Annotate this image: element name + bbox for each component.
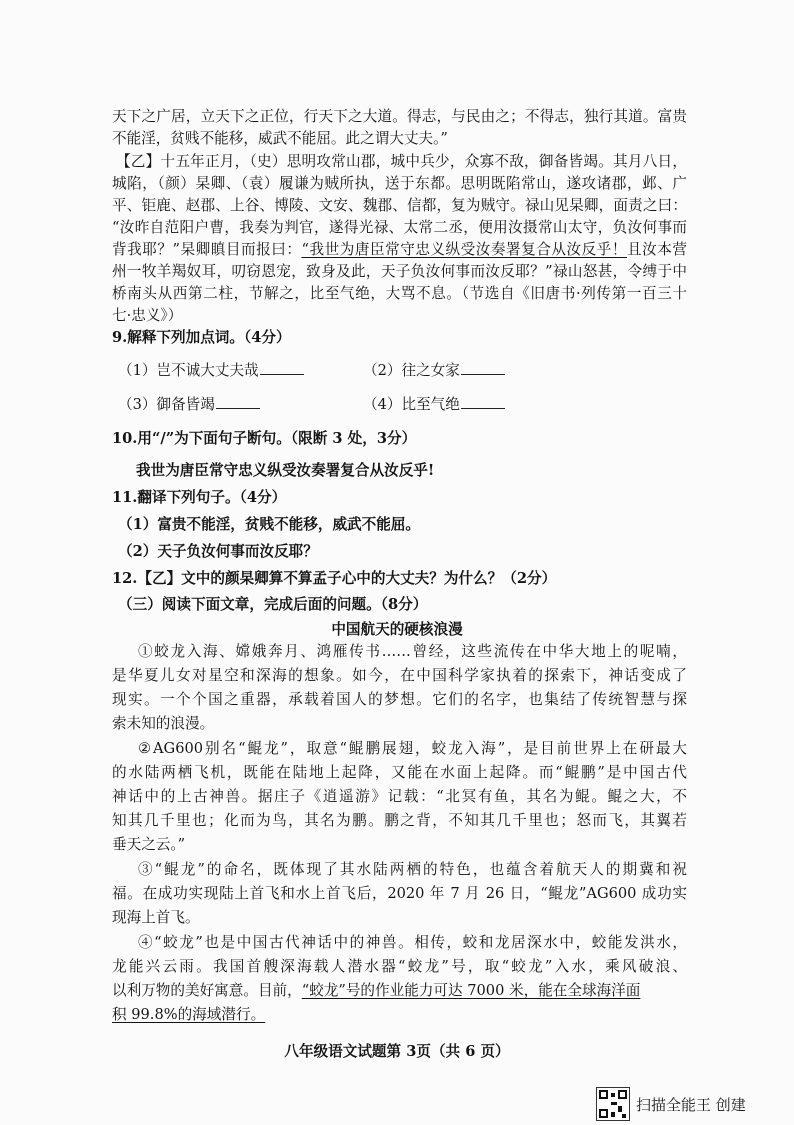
answer-blank[interactable]: [216, 394, 260, 409]
article-line: [112, 1004, 687, 1026]
article-line: [112, 980, 687, 1002]
passage-b-text: 且汝本营: [627, 241, 687, 258]
article-line: 现海上首飞。: [112, 909, 200, 926]
passage-b-line: 城陷，（颜）杲卿、（袁）履谦为贼所执，送于东都。思明既陷常山，遂攻诸郡，邺、广: [112, 175, 687, 192]
passage-b-line: 【乙】十五年正月，（史）思明攻常山郡，城中兵少，众寡不敌，御备皆竭。其月八日，: [116, 153, 687, 170]
article-line: ④“蛟龙”也是中国古代神话中的神兽。相传，蛟和龙居深水中，蛟能发洪水，: [138, 934, 687, 951]
passage-b-line: [112, 239, 687, 261]
passage-b-line: “汝昨自范阳户曹，我奏为判官，遂得光禄、太常二丞，便用汝摄常山太守，负汝何事而: [112, 219, 687, 236]
scanner-watermark: [596, 1087, 746, 1121]
passage-b-line: 桥南头从西第二柱，节解之，比至气绝，大骂不息。（节选自《旧唐书·列传第一百三十: [112, 285, 687, 302]
article-line: ②AG600别名“鲲龙”，取意“鲲鹏展翅，蛟龙入海”，是目前世界上在研最大: [138, 740, 687, 757]
passage-b-line: 州一牧羊羯奴耳，叨窃恩宠，致身及此，天子负汝何事而汝反耶？”禄山怒甚，令缚于中: [112, 263, 687, 280]
question-9-item: （4）比至气绝: [363, 394, 553, 416]
article-line: 龙能兴云雨。我国首艘深海载人潜水器“蛟龙”号，取“蛟龙”入水，乘风破浪、: [112, 958, 687, 975]
watermark-text: 扫描全能王 创建: [636, 1095, 746, 1114]
passage-b-line: 平、钜鹿、赵郡、上谷、博陵、文安、魏郡、信都，复为贼守。禄山见杲卿，面责之曰：: [112, 197, 687, 214]
underlined-sentence: “我世为唐臣常守忠义纵受汝奏署复合从汝反乎！: [301, 241, 628, 258]
question-11-sentence: （2）天子负汝何事而汝反耶？: [118, 543, 318, 560]
question-11-sentence: （1）富贵不能淫，贫贱不能移，威武不能屈。: [118, 516, 421, 533]
answer-blank[interactable]: [461, 360, 505, 375]
passage-b-text: 背我耶？”杲卿瞋目而报曰：: [112, 241, 302, 258]
article-title: 中国航天的硬核浪漫: [331, 621, 463, 638]
question-11-label: 11.翻译下列句子。（4分）: [112, 489, 287, 506]
question-9-label: 9.解释下列加点词。（4分）: [112, 329, 291, 346]
article-line: 垂天之云。”: [112, 836, 186, 853]
question-9-item: （3）御备皆竭: [118, 394, 308, 416]
passage-a-line: 不能淫，贫贱不能移，威武不能屈。此之谓大丈夫。”: [112, 130, 448, 147]
underlined-sentence: 积 99.8%的海域潜行。: [112, 1006, 266, 1023]
article-line: 索未知的浪漫。: [112, 715, 215, 732]
question-9-item: （1）岂不诚大丈夫哉: [118, 360, 308, 382]
answer-blank[interactable]: [461, 394, 505, 409]
article-line: 的水陆两栖飞机，既能在陆地上起降，又能在水面上起降。而“鲲鹏”是中国古代: [112, 764, 687, 781]
article-line: 福。在成功实现陆上首飞和水上首飞后，2020 年 7 月 26 日，“鲲龙”AG600 成功实: [112, 885, 687, 902]
question-10-label: 10.用“/”为下面句子断句。（限断 3 处，3分）: [112, 430, 417, 447]
article-line: ①蛟龙入海、嫦娥奔月、鸿雁传书……曾经，这些流传在中华大地上的呢喃，: [138, 643, 687, 660]
article-line: ③“鲲龙”的命名，既体现了其水陆两栖的特色，也蕴含着航天人的期冀和祝: [138, 861, 687, 878]
passage-a-line: 天下之广居，立天下之正位，行天下之大道。得志，与民由之；不得志，独行其道。富贵: [112, 108, 687, 125]
underlined-sentence: “蛟龙”号的作业能力可达 7000 米，能在全球海洋面: [301, 982, 641, 999]
article-line: 神话中的上古神兽。据庄子《逍遥游》记载：“北冥有鱼，其名为鲲。鲲之大，不: [112, 788, 687, 805]
question-9-item: （2）往之女家: [363, 360, 553, 382]
article-text: 以利万物的美好寓意。目前，: [112, 982, 302, 999]
section-3-heading: （三）阅读下面文章，完成后面的问题。（8分）: [118, 596, 428, 613]
article-line: 知其几千里也；化而为鸟，其名为鹏。鹏之背，不知其几千里也；怒而飞，其翼若: [112, 812, 687, 829]
answer-blank[interactable]: [260, 360, 304, 375]
article-line: 是华夏儿女对星空和深海的想象。如今，在中国科学家执着的探索下，神话变成了: [112, 667, 687, 684]
question-12-label: 12.【乙】文中的颜杲卿算不算孟子心中的大丈夫？为什么？（2分）: [112, 570, 557, 587]
qr-code-icon: [596, 1087, 630, 1121]
page-footer: 八年级语文试题第 3页（共 6 页）: [284, 1043, 510, 1060]
article-line: 现实。一个个国之重器，承载着国人的梦想。它们的名字，也集结了传统智慧与探: [112, 691, 687, 708]
question-10-sentence: 我世为唐臣常守忠义纵受汝奏署复合从汝反乎!: [136, 462, 435, 479]
passage-b-line: 七·忠义》）: [112, 307, 183, 324]
